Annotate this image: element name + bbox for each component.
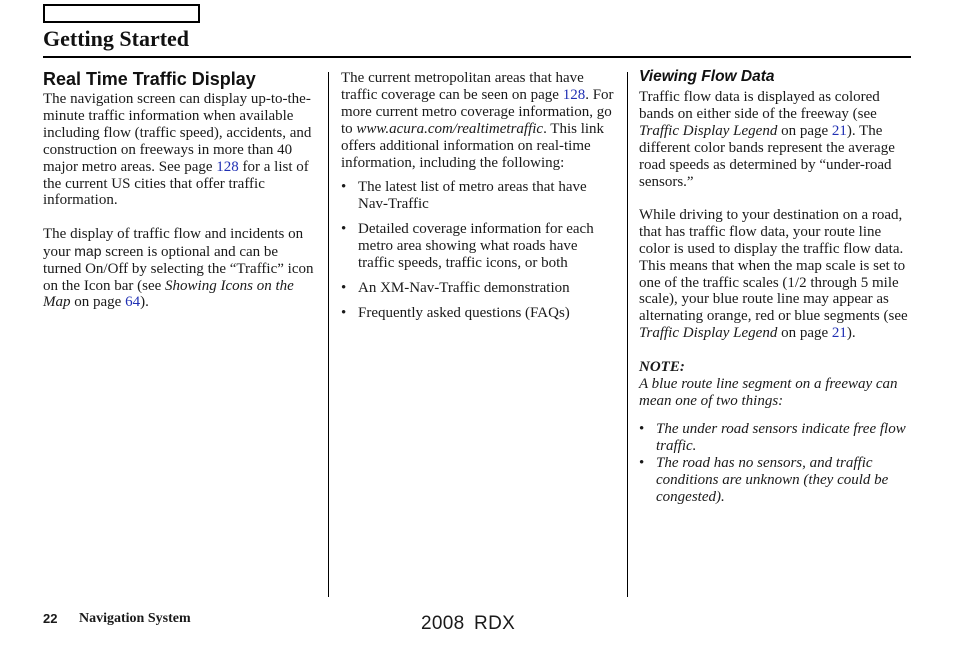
- paragraph-route-color: [639, 207, 911, 342]
- paragraph-flow-bands: [639, 89, 911, 190]
- list-item: • Detailed coverage information for each metro area showing what roads have traffic speeds, traffic icons, or both: [341, 221, 616, 272]
- coverage-bullet-list: [341, 179, 616, 321]
- text: . For more current metro coverage information, go to: [341, 86, 614, 137]
- page-link-21[interactable]: 21: [831, 122, 847, 139]
- page-link-128[interactable]: 128: [562, 86, 586, 103]
- text: The display of traffic flow and incidents on your: [43, 225, 304, 260]
- text: on page: [777, 325, 832, 342]
- map-term: map: [74, 242, 102, 259]
- list-item: • Frequently asked questions (FAQs): [341, 305, 616, 322]
- page-link-21[interactable]: 21: [831, 325, 847, 342]
- section-title: Getting Started: [43, 26, 190, 51]
- note-bullet-list: [639, 421, 911, 506]
- text: for a list of the current US cities that offer traffic information.: [43, 158, 309, 209]
- paragraph-intro: [43, 91, 315, 209]
- list-item: • An XM-Nav-Traffic demonstration: [341, 280, 616, 297]
- text: The current metropolitan areas that have traffic coverage can be seen on page: [341, 70, 584, 103]
- list-item: • The latest list of metro areas that have Nav-Traffic: [341, 179, 616, 213]
- column-divider-1: [328, 72, 329, 597]
- column-divider-2: [627, 72, 628, 597]
- column-left: [43, 68, 315, 311]
- text: While driving to your destination on a road, that has traffic flow data, your route line color is used to display the traffic flow data. This means that when the map scale is set to one of the traffic scales (1/2 through 5 mile scale), your blue route line may appear as alternating orange, red or blue segments (see: [639, 206, 908, 325]
- page-link-128[interactable]: 128: [216, 158, 239, 175]
- list-item: • The road has no sensors, and traffic conditions are unknown (they could be congested).: [639, 455, 911, 506]
- cross-reference: Showing Icons on the Map: [43, 277, 294, 311]
- note-text: A blue route line segment on a freeway can mean one of two things:: [639, 375, 898, 409]
- website-url[interactable]: www.acura.com/realtimetraffic: [356, 120, 544, 137]
- text: on page: [777, 122, 832, 139]
- paragraph-display-toggle: [43, 226, 315, 312]
- text: screen is optional and can be turned On/Off by selecting the “Traffic” icon on the Icon bar (see: [43, 243, 314, 294]
- text: ).: [846, 325, 856, 342]
- cross-reference: Traffic Display Legend: [639, 122, 778, 139]
- page-link-64[interactable]: 64: [125, 294, 141, 311]
- page-number: 22: [43, 611, 58, 626]
- text: ).: [140, 294, 149, 311]
- text: The navigation screen can display up-to-the-minute traffic information when available including flow (traffic speed), accidents, and construction on freeways in more than 40 major metro areas. See page: [43, 91, 312, 175]
- header-rule: [43, 56, 911, 58]
- column-middle: [341, 70, 616, 330]
- model-label: 2008 RDX: [421, 613, 516, 634]
- paragraph-coverage: [341, 70, 616, 171]
- book-title: Navigation System: [79, 611, 191, 626]
- text: on page: [70, 294, 126, 311]
- heading-real-time-traffic: Real Time Traffic Display: [43, 69, 256, 89]
- note-label: NOTE:: [639, 358, 685, 375]
- column-right: [639, 68, 911, 506]
- text: . This link offers additional information on real-time information, including the following:: [341, 120, 605, 171]
- text: Traffic flow data is displayed as colored bands on either side of the freeway (see: [639, 89, 880, 122]
- header-tab-box: [43, 4, 200, 23]
- heading-viewing-flow-data: Viewing Flow Data: [639, 68, 775, 85]
- cross-reference: Traffic Display Legend: [639, 325, 778, 342]
- text: ). The different color bands represent the average road speeds as determined by “under-road sensors.”: [639, 122, 895, 190]
- list-item: • The under road sensors indicate free flow traffic.: [639, 421, 911, 455]
